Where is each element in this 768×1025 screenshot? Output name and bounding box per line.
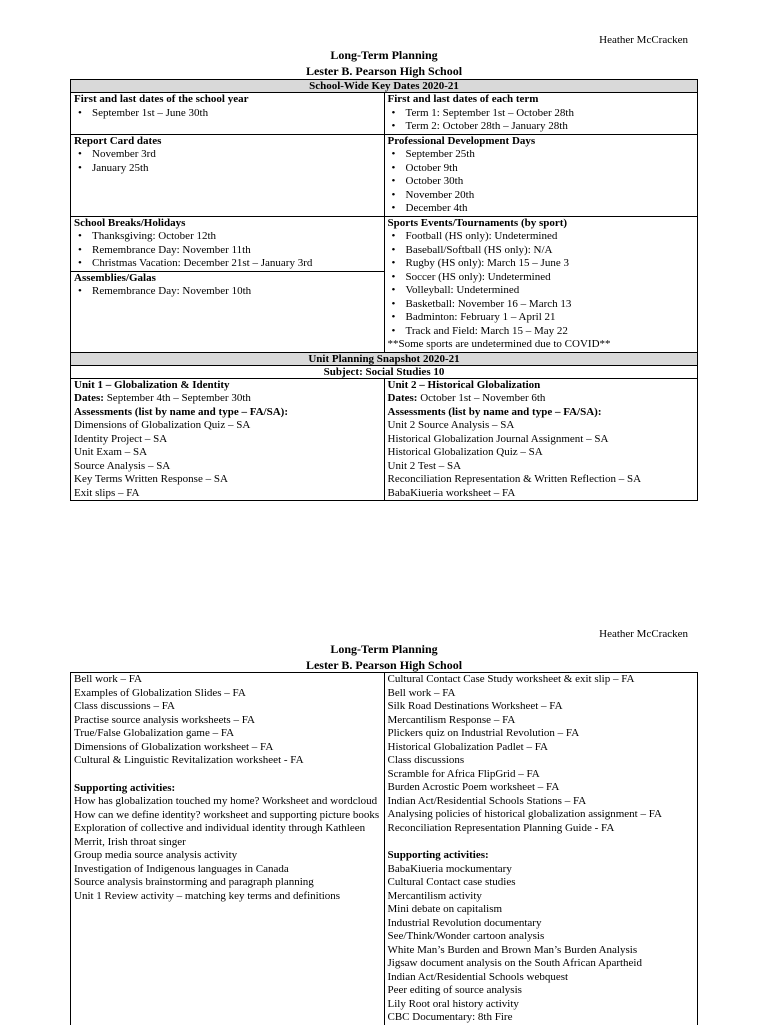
dates-value: September 4th – September 30th [106,392,251,404]
school-year-list [74,107,381,121]
list-item: • Christmas Vacation: December 21st – January 3rd [92,257,381,271]
document-title [0,47,768,79]
activity-item: Scramble for Africa FlipGrid – FA [387,767,540,780]
supporting-item: BabaKiueria mockumentary [387,862,512,875]
supporting-item: Group media source analysis activity [74,849,238,861]
planning-title: Long-Term Planning [330,48,438,62]
supporting-heading: Supporting activities: [74,781,176,794]
spacer [74,768,381,782]
assemblies-section [71,271,384,299]
list-item: • Term 1: September 1st – October 28th [406,107,695,121]
subject-header: Subject: Social Studies 10 [71,365,698,378]
activity-item: Indian Act/Residential Schools Stations – FA [387,794,587,807]
breaks-cell [71,216,385,352]
author-name: Heather McCracken [599,628,688,640]
unit2-activities-cell [384,673,698,1025]
breaks-heading: School Breaks/Holidays [74,216,186,229]
terms-cell [384,93,698,135]
list-item: • Volleyball: Undetermined [406,284,695,298]
list-item: • Soccer (HS only): Undetermined [406,271,695,285]
unit1-cell [71,378,385,501]
list-item: • October 9th [406,162,695,176]
assemblies-list [74,285,381,299]
planning-title: Long-Term Planning [330,642,438,656]
unit2-cell [384,378,698,501]
terms-list [388,107,695,134]
supporting-item: Mini debate on capitalism [387,903,503,915]
activity-item: Reconciliation Representation Planning Guide - FA [387,821,615,834]
assessment-item: Unit 2 Source Analysis – SA [387,419,515,431]
supporting-item: Peer editing of source analysis [387,984,522,996]
school-year-cell [71,93,385,135]
list-item: • January 25th [92,162,381,176]
assessment-item: Reconciliation Representation & Written Reflection – SA [387,473,642,485]
sports-heading: Sports Events/Tournaments (by sport) [387,216,568,229]
supporting-item: Industrial Revolution documentary [387,916,542,929]
activity-item: Class discussions [387,754,465,766]
list-item: • December 4th [406,202,695,216]
activity-item: Class discussions – FA [74,700,175,712]
dates-label: Dates: [387,392,418,404]
activity-item: Mercantilism Response – FA [387,713,516,726]
list-item: • Track and Field: March 15 – May 22 [406,325,695,339]
activity-item: Practise source analysis worksheets – FA [74,713,255,726]
unit2-assess-label: Assessments (list by name and type – FA/SA): [387,405,602,418]
document-title [0,641,768,673]
author-name: Heather McCracken [599,34,688,46]
assessment-item: Historical Globalization Journal Assignment – SA [387,432,609,445]
list-item: • November 20th [406,189,695,203]
list-item: • Thanksgiving: October 12th [92,230,381,244]
list-item: • Remembrance Day: November 11th [92,244,381,258]
assessment-item: Exit slips – FA [74,486,140,499]
activity-item: Examples of Globalization Slides – FA [74,686,246,699]
list-item: • November 3rd [92,148,381,162]
assessment-item: Identity Project – SA [74,432,168,445]
supporting-item: Mercantilism activity [387,889,482,902]
pd-days-list [388,148,695,216]
pd-days-heading: Professional Development Days [387,134,536,147]
supporting-item: Cultural Contact case studies [387,876,516,888]
assessment-item: BabaKiueria worksheet – FA [387,486,516,499]
report-cards-cell [71,134,385,216]
terms-heading: First and last dates of each term [387,93,539,105]
assessment-item: Dimensions of Globalization Quiz – SA [74,419,251,431]
assemblies-heading: Assemblies/Galas [74,271,156,284]
breaks-list [74,230,381,271]
dates-value: October 1st – November 6th [420,392,546,404]
report-cards-heading: Report Card dates [74,134,162,147]
unit1-heading: Unit 1 – Globalization & Identity [74,378,230,391]
activity-item: Historical Globalization Padlet – FA [387,740,548,753]
pd-days-cell [384,134,698,216]
unit1-assess-label: Assessments (list by name and type – FA/SA): [74,405,288,418]
activity-item: Analysing policies of historical globalization assignment – FA [387,808,662,820]
assessment-item: Key Terms Written Response – SA [74,473,228,485]
list-item: • September 25th [406,148,695,162]
list-item: • Basketball: November 16 – March 13 [406,298,695,312]
supporting-item: Jigsaw document analysis on the South African Apartheid [387,957,642,969]
supporting-item: Unit 1 Review activity – matching key terms and definitions [74,889,341,902]
activity-item: Burden Acrostic Poem worksheet – FA [387,781,560,793]
supporting-item: Indian Act/Residential Schools webquest [387,970,569,983]
supporting-item: Investigation of Indigenous languages in Canada [74,862,289,875]
supporting-item: How can we define identity? worksheet and supporting picture books [74,808,380,821]
unit2-heading: Unit 2 – Historical Globalization [387,378,541,391]
spacer [388,835,695,849]
assessment-item: Source Analysis – SA [74,459,171,472]
assessment-item: Unit 2 Test – SA [387,459,462,472]
supporting-item: Exploration of collective and individual identity through Kathleen Merrit, Irish throat singer [74,822,366,848]
list-item: • Remembrance Day: November 10th [92,285,381,299]
activity-item: Bell work – FA [387,686,456,699]
document-page-2 [0,618,768,1024]
key-dates-table [70,79,698,501]
assessment-item: Historical Globalization Quiz – SA [387,446,543,458]
list-item: • September 1st – June 30th [92,107,381,121]
activity-item: Plickers quiz on Industrial Revolution – FA [387,727,580,739]
activities-table [70,672,698,1025]
unit1-activities-cell [71,673,385,1025]
list-item: • Rugby (HS only): March 15 – June 3 [406,257,695,271]
school-year-heading: First and last dates of the school year [74,93,249,105]
supporting-item: Source analysis brainstorming and paragraph planning [74,876,314,888]
school-name: Lester B. Pearson High School [305,658,463,672]
activity-item: Dimensions of Globalization worksheet – FA [74,740,274,753]
sports-cell [384,216,698,352]
unit2-dates [388,392,695,406]
activity-item: True/False Globalization game – FA [74,727,235,739]
key-dates-header: School-Wide Key Dates 2020-21 [71,80,698,93]
assessment-item: Unit Exam – SA [74,446,148,458]
activity-item: Bell work – FA [74,673,142,685]
list-item: • October 30th [406,175,695,189]
sports-list [388,230,695,338]
activity-item: Cultural & Linguistic Revitalization worksheet - FA [74,754,304,766]
school-name: Lester B. Pearson High School [305,64,463,78]
list-item: • Term 2: October 28th – January 28th [406,120,695,134]
dates-label: Dates: [74,392,104,404]
snapshot-header: Unit Planning Snapshot 2020-21 [71,352,698,365]
supporting-item: Lily Root oral history activity [387,997,519,1010]
activity-item: Silk Road Destinations Worksheet – FA [387,700,563,712]
supporting-item: White Man’s Burden and Brown Man’s Burden Analysis [387,943,638,956]
list-item: • Badminton: February 1 – April 21 [406,311,695,325]
list-item: • Football (HS only): Undetermined [406,230,695,244]
activity-item: Cultural Contact Case Study worksheet & exit slip – FA [387,673,635,685]
unit1-dates [74,392,381,406]
supporting-item: CBC Documentary: 8th Fire [387,1011,513,1023]
list-item: • Baseball/Softball (HS only): N/A [406,244,695,258]
supporting-item: How has globalization touched my home? Worksheet and wordcloud [74,795,378,807]
supporting-item: See/Think/Wonder cartoon analysis [387,930,545,942]
sports-note: **Some sports are undetermined due to COVID** [387,338,611,350]
report-cards-list [74,148,381,175]
supporting-heading: Supporting activities: [387,849,489,861]
